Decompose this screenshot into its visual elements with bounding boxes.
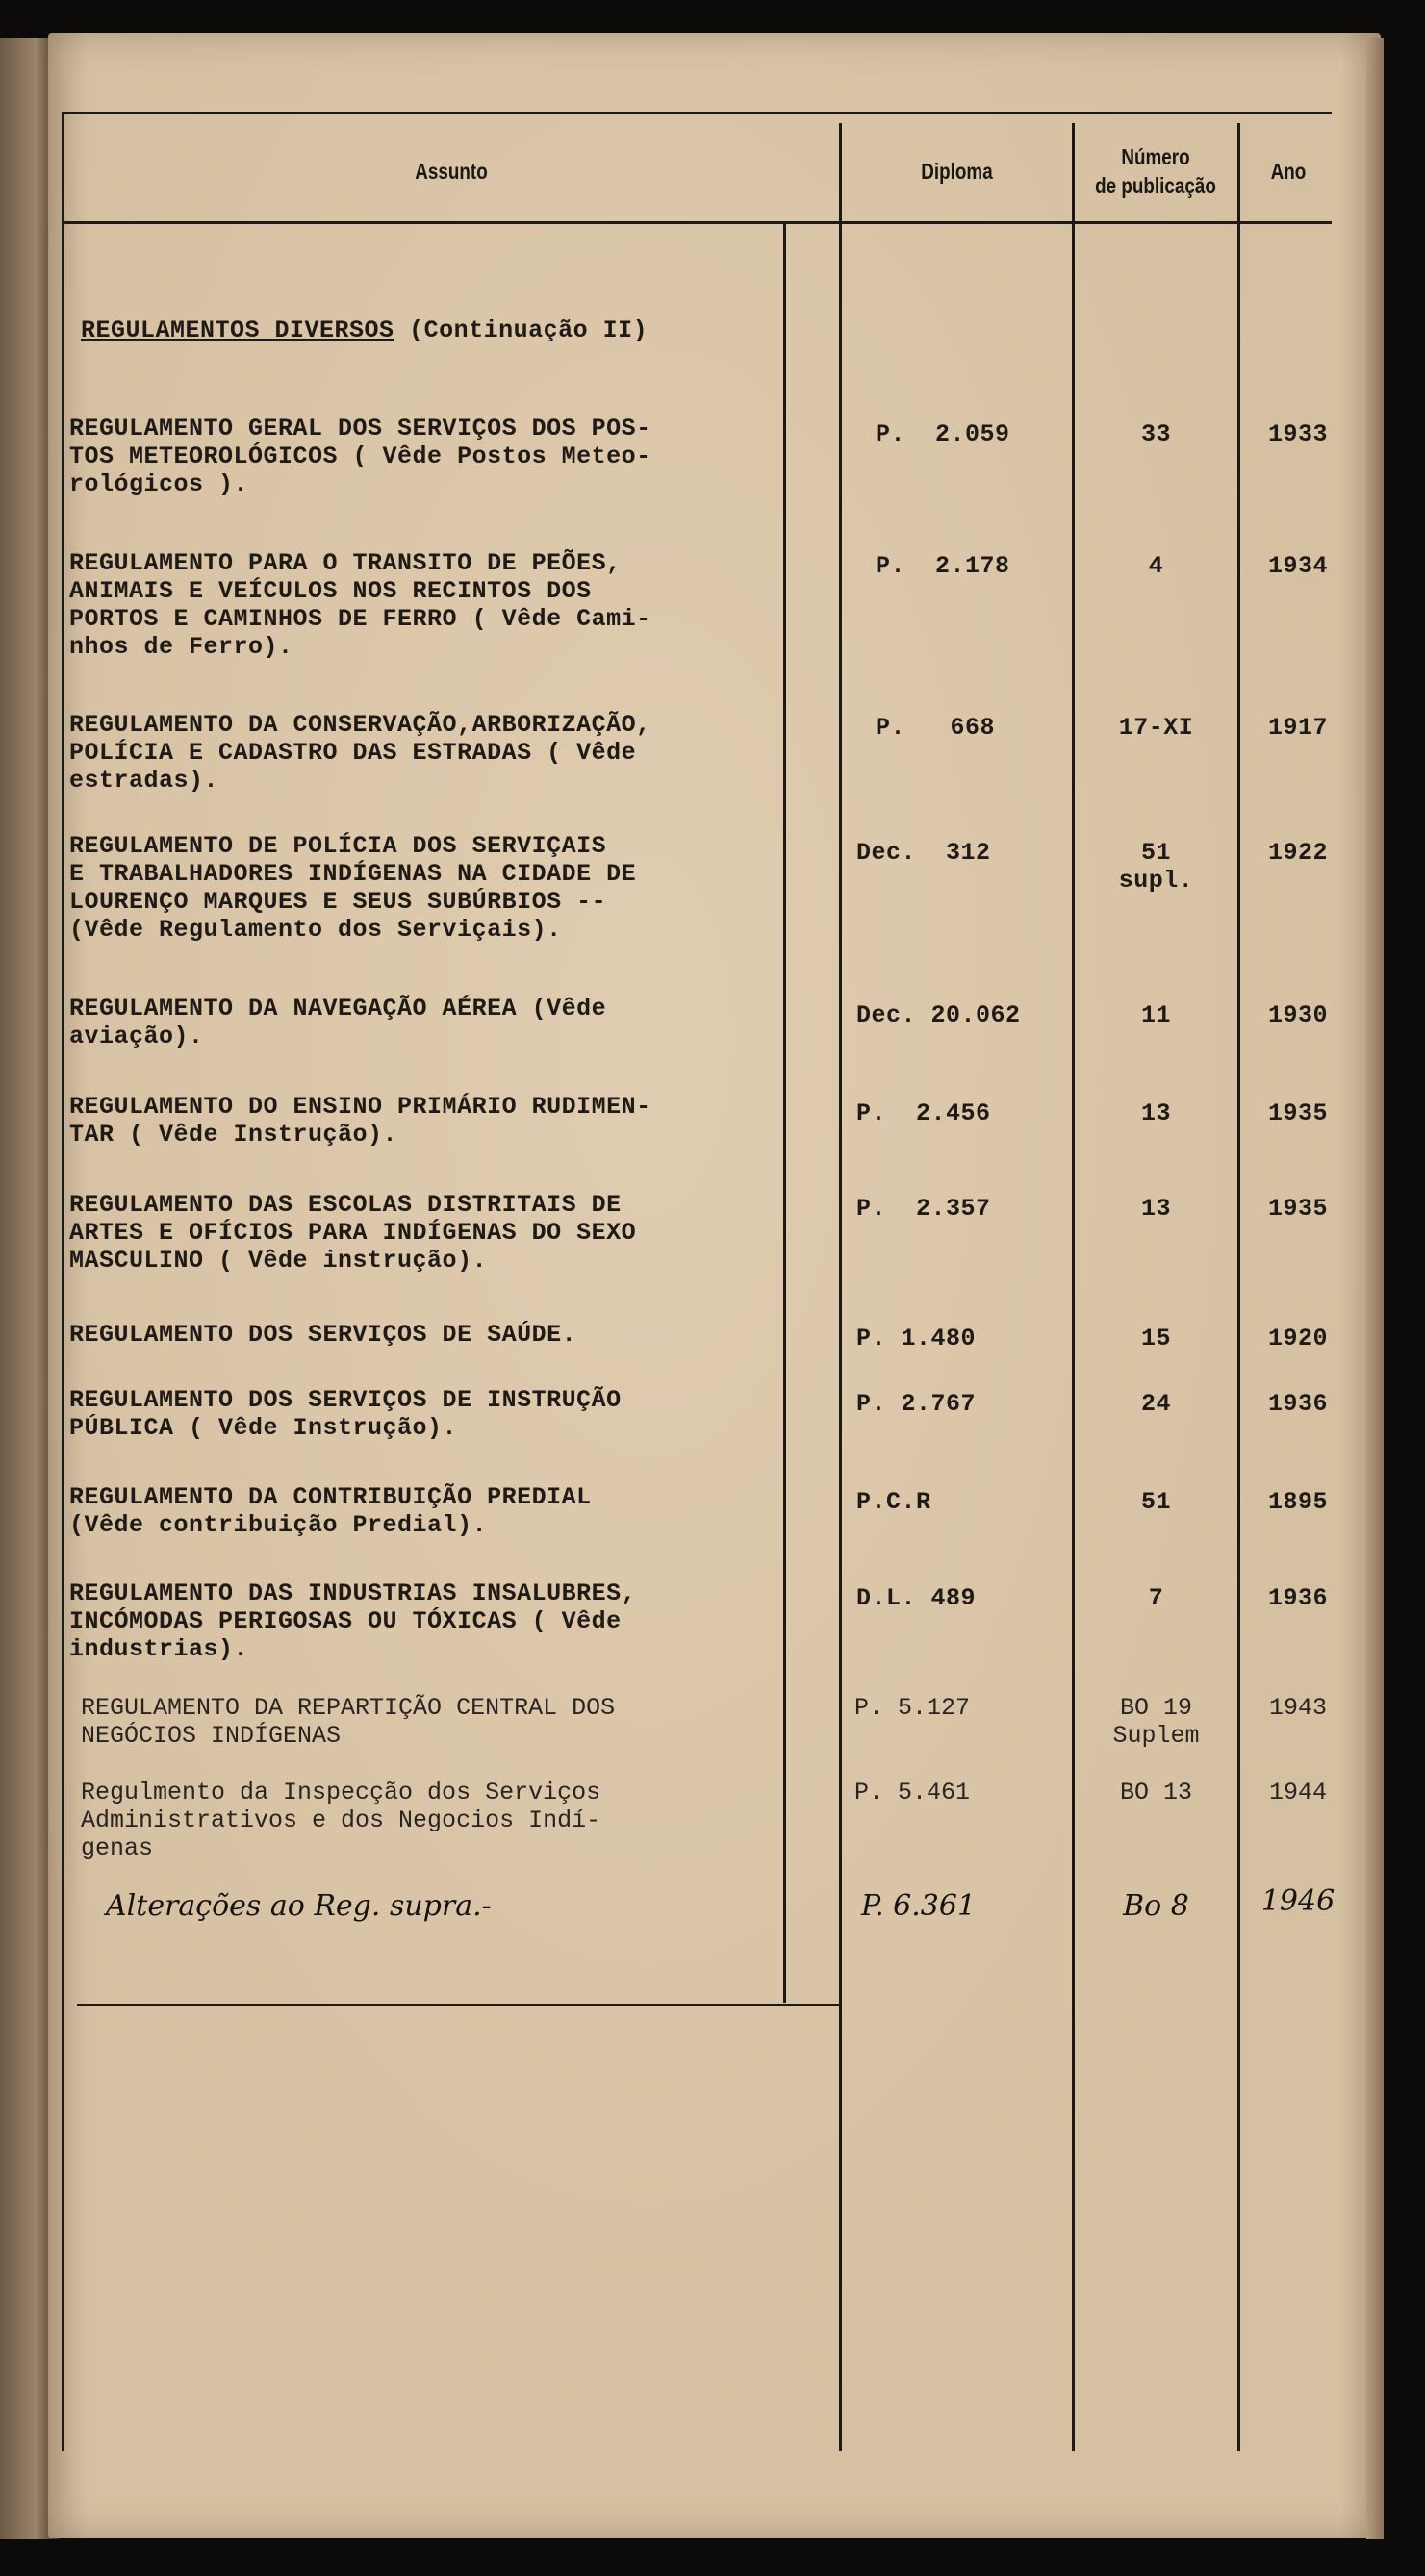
row-6-numero: 13 [1140, 1099, 1171, 1127]
row-6-diploma: P. 2.456 [856, 1099, 991, 1127]
header-diploma: Diploma [921, 159, 993, 184]
row-3-numero: 17-XI [1118, 714, 1194, 742]
row-13-assunto-line-3: genas [81, 1834, 154, 1862]
row-3-diploma: P. 668 [876, 714, 996, 742]
handwritten-ano: 1946 [1260, 1884, 1336, 1918]
row-12-diploma: P. 5.127 [854, 1694, 971, 1722]
row-3-assunto-line-3: estradas). [69, 767, 219, 795]
row-11-numero: 7 [1148, 1584, 1164, 1612]
left-border-rule [62, 114, 64, 2451]
row-12-numero-line-2: Suplem [1112, 1722, 1200, 1750]
row-8-numero: 15 [1140, 1325, 1171, 1352]
section-title-main: REGULAMENTOS DIVERSOS [81, 316, 394, 344]
row-12-assunto-line-1: REGULAMENTO DA REPARTIÇÃO CENTRAL DOS [81, 1694, 616, 1722]
row-1-assunto-line-1: REGULAMENTO GERAL DOS SERVIÇOS DOS POS- [69, 415, 651, 442]
top-rule [62, 112, 1332, 114]
row-1-assunto-line-3: rológicos ). [69, 470, 249, 498]
handwritten-diploma: P. 6.361 [861, 1889, 977, 1923]
row-3-assunto-line-1: REGULAMENTO DA CONSERVAÇÃO,ARBORIZAÇÃO, [69, 711, 651, 739]
row-5-diploma: Dec. 20.062 [856, 1001, 1021, 1029]
row-7-numero: 13 [1140, 1195, 1171, 1223]
row-10-assunto-line-2: (Vêde contribuição Predial). [69, 1511, 488, 1539]
row-7-ano: 1935 [1267, 1195, 1328, 1223]
row-4-assunto-line-4: (Vêde Regulamento dos Serviçais). [69, 916, 562, 944]
row-1-numero: 33 [1140, 420, 1171, 448]
row-8-diploma: P. 1.480 [856, 1325, 977, 1352]
row-2-diploma: P. 2.178 [876, 552, 1010, 580]
header-numero-line2: de publicação [1095, 173, 1216, 198]
row-2-assunto-line-3: PORTOS E CAMINHOS DE FERRO ( Vêde Cami- [69, 605, 651, 633]
handwritten-assunto: Alterações ao Reg. supra.- [106, 1889, 492, 1923]
row-9-assunto-line-2: PÚBLICA ( Vêde Instrução). [69, 1414, 458, 1442]
row-4-ano: 1922 [1267, 839, 1328, 867]
assunto-end-rule [77, 2004, 842, 2006]
row-1-assunto-line-2: TOS METEOROLÓGICOS ( Vêde Postos Meteo- [69, 442, 651, 470]
diploma-numero-divider [1072, 123, 1075, 2451]
row-7-assunto-line-1: REGULAMENTO DAS ESCOLAS DISTRITAIS DE [69, 1191, 622, 1219]
row-4-assunto-line-3: LOURENÇO MARQUES E SEUS SUBÚRBIOS -- [69, 888, 607, 916]
row-13-diploma: P. 5.461 [854, 1779, 971, 1806]
row-13-ano: 1944 [1268, 1779, 1327, 1806]
row-13-assunto-line-1: Regulmento da Inspecção dos Serviços [81, 1779, 601, 1806]
numero-ano-divider [1237, 123, 1240, 2451]
row-2-assunto-line-2: ANIMAIS E VEÍCULOS NOS RECINTOS DOS [69, 577, 592, 605]
row-2-numero: 4 [1148, 552, 1164, 580]
row-2-assunto-line-4: nhos de Ferro). [69, 633, 293, 661]
row-9-diploma: P. 2.767 [856, 1390, 977, 1418]
row-5-assunto-line-2: aviação). [69, 1023, 204, 1050]
row-13-numero: BO 13 [1119, 1779, 1192, 1806]
row-2-assunto-line-1: REGULAMENTO PARA O TRANSITO DE PEÕES, [69, 549, 622, 577]
header-assunto: Assunto [415, 159, 488, 184]
row-11-assunto-line-1: REGULAMENTO DAS INDUSTRIAS INSALUBRES, [69, 1579, 637, 1607]
row-7-assunto-line-3: MASCULINO ( Vêde instrução). [69, 1247, 488, 1275]
row-9-ano: 1936 [1267, 1390, 1328, 1418]
row-3-ano: 1917 [1267, 714, 1328, 742]
row-7-assunto-line-2: ARTES E OFÍCIOS PARA INDÍGENAS DO SEXO [69, 1219, 637, 1247]
row-12-ano: 1943 [1268, 1694, 1327, 1722]
assunto-inner-rule [783, 223, 786, 2003]
row-11-assunto-line-2: INCÓMODAS PERIGOSAS OU TÓXICAS ( Vêde [69, 1607, 622, 1635]
handwritten-numero: Bo 8 [1123, 1889, 1189, 1923]
assunto-diploma-divider [839, 123, 842, 2451]
row-6-assunto-line-2: TAR ( Vêde Instrução). [69, 1121, 398, 1149]
row-4-assunto-line-2: E TRABALHADORES INDÍGENAS NA CIDADE DE [69, 860, 637, 888]
row-11-diploma: D.L. 489 [856, 1584, 977, 1612]
row-12-numero-line-1: BO 19 [1119, 1694, 1192, 1722]
row-11-assunto-line-3: industrias). [69, 1635, 249, 1663]
header-ano: Ano [1270, 159, 1307, 184]
row-12-assunto-line-2: NEGÓCIOS INDÍGENAS [81, 1722, 342, 1750]
row-5-assunto-line-1: REGULAMENTO DA NAVEGAÇÃO AÉREA (Vêde [69, 995, 607, 1023]
row-4-numero-line-2: supl. [1118, 867, 1194, 895]
row-9-assunto-line-1: REGULAMENTO DOS SERVIÇOS DE INSTRUÇÃO [69, 1386, 622, 1414]
section-title-continuation: (Continuação II) [409, 316, 649, 344]
row-6-ano: 1935 [1267, 1099, 1328, 1127]
row-8-assunto-line-1: REGULAMENTO DOS SERVIÇOS DE SAÚDE. [69, 1321, 577, 1349]
header-numero-line1: Número [1121, 144, 1190, 169]
row-4-assunto-line-1: REGULAMENTO DE POLÍCIA DOS SERVIÇAIS [69, 832, 607, 860]
row-5-ano: 1930 [1267, 1001, 1328, 1029]
row-4-diploma: Dec. 312 [856, 839, 991, 867]
row-8-ano: 1920 [1267, 1325, 1328, 1352]
row-10-diploma: P.C.R [856, 1488, 931, 1516]
row-11-ano: 1936 [1267, 1584, 1328, 1612]
row-6-assunto-line-1: REGULAMENTO DO ENSINO PRIMÁRIO RUDIMEN- [69, 1093, 651, 1121]
row-10-numero: 51 [1140, 1488, 1171, 1516]
row-1-diploma: P. 2.059 [876, 420, 1010, 448]
row-13-assunto-line-2: Administrativos e dos Negocios Indí- [81, 1806, 601, 1834]
row-4-numero-line-1: 51 [1140, 839, 1171, 867]
ledger-page [48, 33, 1381, 2538]
row-1-ano: 1933 [1267, 420, 1328, 448]
row-5-numero: 11 [1140, 1001, 1171, 1029]
row-7-diploma: P. 2.357 [856, 1195, 991, 1223]
header-bottom-rule [62, 221, 1332, 224]
row-3-assunto-line-2: POLÍCIA E CADASTRO DAS ESTRADAS ( Vêde [69, 739, 637, 767]
row-2-ano: 1934 [1267, 552, 1328, 580]
row-9-numero: 24 [1140, 1390, 1171, 1418]
row-10-assunto-line-1: REGULAMENTO DA CONTRIBUIÇÃO PREDIAL [69, 1483, 592, 1511]
page-stack-edge [1366, 38, 1384, 2539]
row-10-ano: 1895 [1267, 1488, 1328, 1516]
section-title [81, 317, 648, 344]
